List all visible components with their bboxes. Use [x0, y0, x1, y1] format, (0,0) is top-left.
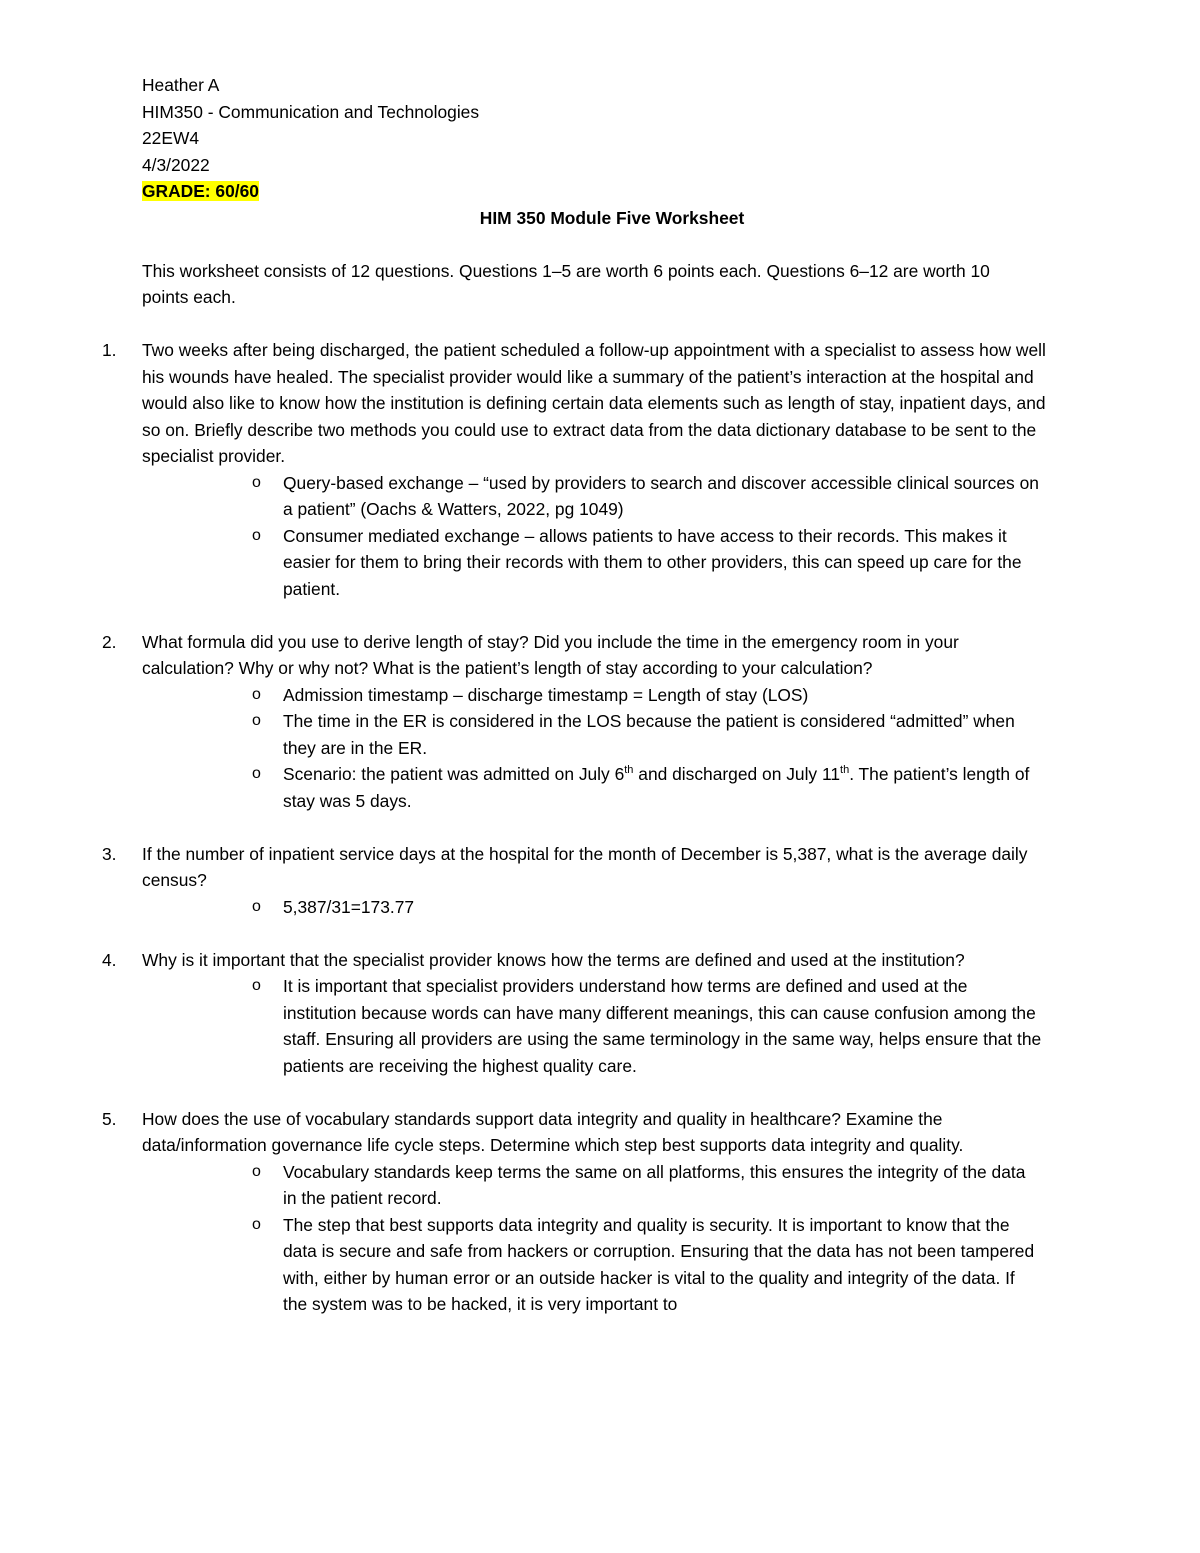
answer-item	[252, 894, 1062, 921]
question-2	[102, 629, 1062, 815]
scenario-text-1: Scenario: the patient was admitted on July 6	[283, 764, 625, 784]
answer-list	[142, 682, 1062, 815]
grade-line	[142, 178, 1062, 205]
course-name: HIM350 - Communication and Technologies	[142, 101, 480, 122]
ordinal-suffix: th	[624, 764, 634, 777]
question-number: 4.	[102, 949, 117, 970]
answer-text: The time in the ER is considered in the LOS because the patient is considered “admitted” when they are in the ER.	[283, 711, 1015, 758]
question-number: 1.	[102, 340, 117, 360]
answer-item	[252, 470, 1062, 523]
question-text: Why is it important that the specialist provider knows how the terms are defined and used at the institution?	[142, 949, 965, 970]
answer-item	[252, 1159, 1062, 1212]
question-list	[102, 337, 1062, 1318]
answer-item	[252, 1212, 1062, 1318]
question-number: 2.	[102, 631, 117, 652]
question-5	[102, 1106, 1062, 1318]
answer-list	[142, 470, 1062, 603]
question-text: How does the use of vocabulary standards support data integrity and quality in healthcare? Examine the data/information governance life cycle steps. Determine which step best supports data integrity and quality.	[142, 1108, 964, 1155]
question-text: If the number of inpatient service days at the hospital for the month of December is 5,387, what is the average daily census?	[142, 843, 1028, 890]
answer-item	[252, 682, 1062, 709]
answer-item	[252, 973, 1062, 1079]
question-text: Two weeks after being discharged, the patient scheduled a follow-up appointment with a specialist to assess how well his wounds have healed. The specialist provider would like a summary of the patient’s interaction at the hospital and would also like to know how the institution is defining certain data elements such as length of stay, inpatient days, and so on. Briefly describe two methods you could use to extract data from the data dictionary database to be sent to the specialist provider.	[142, 340, 1046, 466]
term-code: 22EW4	[142, 128, 200, 148]
grade-highlight: GRADE: 60/60	[142, 181, 259, 201]
question-4	[102, 947, 1062, 1080]
bullet-icon: o	[252, 685, 261, 703]
answer-list	[142, 894, 1062, 921]
question-number: 3.	[102, 843, 117, 864]
answer-list	[142, 973, 1062, 1079]
bullet-icon: o	[252, 526, 261, 544]
question-3	[102, 841, 1062, 921]
answer-text: It is important that specialist providers understand how terms are defined and used at the institution because words can have many different meanings, this can cause confusion among the staff. Ensuring all providers are using the same terminology in the same way, helps ensure that the patients are receiving the highest quality care.	[283, 976, 1042, 1076]
bullet-icon: o	[252, 1215, 261, 1233]
question-number: 5.	[102, 1108, 117, 1129]
bullet-icon: o	[252, 1162, 261, 1180]
scenario-text-2: and discharged on July 11	[633, 764, 841, 784]
answer-text: Vocabulary standards keep terms the same on all platforms, this ensures the integrity of the data in the patient record.	[283, 1161, 1026, 1208]
answer-text: Consumer mediated exchange – allows patients to have access to their records. This makes it easier for them to bring their records with them to other providers, this can speed up care for the patient.	[283, 525, 1022, 599]
bullet-icon: o	[252, 765, 261, 782]
worksheet-intro: This worksheet consists of 12 questions. Questions 1–5 are worth 6 points each. Questions 6–12 are worth 10 points each.	[142, 260, 990, 307]
bullet-icon: o	[252, 897, 261, 915]
answer-text: The step that best supports data integrity and quality is security. It is important to know that the data is secure and safe from hackers or corruption. Ensuring that the data has not been tampered with, either by human error or an outside hacker is vital to the quality and integrity of the data. If the system was to be hacked, it is very important to	[283, 1214, 1035, 1314]
answer-text: Query-based exchange – “used by providers to search and discover accessible clinical sources on a patient” (Oachs & Watters, 2022, pg 1049)	[283, 472, 1039, 519]
question-1	[102, 337, 1062, 602]
answer-text: 5,387/31=173.77	[283, 896, 415, 917]
ordinal-suffix: th	[840, 764, 850, 777]
answer-item	[252, 523, 1062, 603]
answer-list	[142, 1159, 1062, 1318]
worksheet-title: HIM 350 Module Five Worksheet	[479, 207, 745, 228]
answer-item-scenario	[252, 761, 1062, 814]
question-text: What formula did you use to derive length of stay? Did you include the time in the emergency room in your calculation? Why or why not? What is the patient’s length of stay according to your calculation?	[142, 631, 959, 678]
answer-item	[252, 708, 1062, 761]
scenario-text-3: . The patient’s length of stay was 5 days.	[283, 764, 1030, 811]
bullet-icon: o	[252, 977, 261, 994]
bullet-icon: o	[252, 712, 261, 729]
student-name: Heather A	[142, 75, 220, 95]
answer-text: Admission timestamp – discharge timestamp = Length of stay (LOS)	[283, 684, 809, 705]
document-content	[102, 72, 1062, 1344]
bullet-icon: o	[252, 473, 261, 491]
submission-date: 4/3/2022	[142, 154, 210, 175]
